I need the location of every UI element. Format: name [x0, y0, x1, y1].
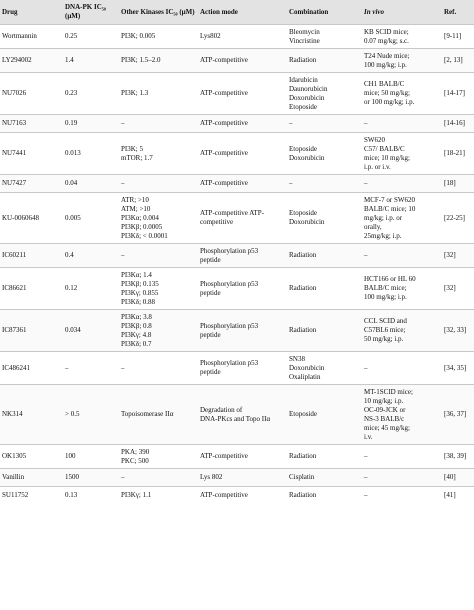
cell-action-mode	[198, 487, 287, 505]
cell-action-mode-line: ATP-competitive	[200, 149, 248, 157]
header-other-line1: Other Kinases	[121, 7, 164, 16]
table-row	[0, 310, 474, 352]
cell-in-vivo-line: NS-3 BALB/c	[364, 414, 405, 423]
cell-action-mode-line: ATP-competitive	[200, 56, 248, 64]
table-row	[0, 133, 474, 175]
cell-action-mode	[198, 352, 287, 385]
cell-dnapk-ic50	[63, 73, 119, 115]
cell-in-vivo	[362, 133, 442, 175]
cell-combination-line: Etoposide	[289, 102, 317, 111]
cell-dnapk-ic50	[63, 469, 119, 487]
table-row	[0, 487, 474, 505]
cell-dnapk-ic50	[63, 352, 119, 385]
cell-ref-text: [9-11]	[444, 32, 462, 40]
header-ref: Ref.	[442, 0, 474, 25]
cell-action-mode-line: peptide	[200, 368, 221, 376]
cell-dnapk-ic50	[63, 310, 119, 352]
cell-dnapk-ic50-text: 0.013	[65, 149, 81, 157]
cell-other-kinases-line: PI3K; 1.5–2.0	[121, 56, 161, 64]
cell-drug-text: NU7427	[2, 179, 27, 187]
cell-action-mode	[198, 310, 287, 352]
cell-drug	[0, 115, 63, 133]
cell-ref	[442, 385, 474, 445]
cell-combination-line: Cisplatin	[289, 473, 315, 481]
cell-drug	[0, 175, 63, 193]
cell-ref	[442, 268, 474, 310]
cell-action-mode	[198, 49, 287, 73]
cell-in-vivo-line: orally,	[364, 222, 382, 231]
cell-action-mode-line: ATP-competitive ATP-	[200, 209, 264, 217]
cell-dnapk-ic50	[63, 244, 119, 268]
cell-action-mode	[198, 175, 287, 193]
cell-action-mode-line: ATP-competitive	[200, 491, 248, 500]
cell-other-kinases-line: PI3Kγ; 0.855	[121, 288, 159, 297]
cell-action-mode-line: ATP-competitive	[200, 119, 248, 127]
cell-ref	[442, 487, 474, 505]
cell-in-vivo	[362, 469, 442, 487]
cell-ref	[442, 115, 474, 133]
cell-combination-line: Doxorubicin	[289, 93, 325, 102]
cell-combination-line: Radiation	[289, 251, 317, 259]
cell-in-vivo	[362, 73, 442, 115]
cell-ref-text: [40]	[444, 473, 456, 481]
cell-combination-line: Radiation	[289, 326, 317, 334]
cell-drug-text: IC87361	[2, 326, 27, 334]
cell-other-kinases	[119, 385, 198, 445]
table-row	[0, 175, 474, 193]
cell-action-mode-line: Phosphorylation p53	[200, 359, 259, 367]
header-dnapk-line1: DNA-PK	[65, 3, 93, 11]
cell-combination	[287, 49, 362, 73]
table-body	[0, 25, 474, 505]
header-combination: Combination	[287, 0, 362, 25]
cell-other-kinases	[119, 115, 198, 133]
cell-other-kinases-line: PI3Kδ; < 0.0001	[121, 231, 168, 240]
cell-in-vivo	[362, 244, 442, 268]
cell-action-mode-line: ATP-competitive	[200, 179, 248, 187]
cell-in-vivo-line: –	[364, 491, 368, 500]
cell-action-mode	[198, 193, 287, 244]
cell-other-kinases-line: PI3Kγ; 1.1	[121, 491, 152, 500]
cell-drug-text: LY294002	[2, 56, 32, 64]
cell-other-kinases-line: PI3K; 0.005	[121, 32, 156, 40]
cell-other-kinases-line: PI3Kα; 0.004	[121, 213, 159, 222]
cell-other-kinases	[119, 469, 198, 487]
cell-ref-text: [18]	[444, 179, 456, 187]
cell-in-vivo	[362, 445, 442, 469]
cell-dnapk-ic50-text: 0.04	[65, 179, 78, 187]
table-row	[0, 352, 474, 385]
cell-drug-text: Vanillin	[2, 473, 25, 481]
cell-combination	[287, 115, 362, 133]
cell-other-kinases	[119, 352, 198, 385]
cell-in-vivo-line: mice; 50 mg/kg;	[364, 89, 410, 97]
cell-in-vivo	[362, 487, 442, 505]
cell-other-kinases-line: PI3Kβ; 0.0005	[121, 222, 163, 231]
header-drug: Drug	[0, 0, 63, 25]
cell-combination-line: Daunorubicin	[289, 84, 328, 93]
table-row	[0, 385, 474, 445]
cell-other-kinases	[119, 445, 198, 469]
cell-action-mode-line: competitive	[200, 218, 234, 226]
cell-action-mode	[198, 25, 287, 49]
cell-combination-line: Oxaliplatin	[289, 372, 321, 381]
cell-other-kinases	[119, 487, 198, 505]
cell-dnapk-ic50	[63, 487, 119, 505]
cell-other-kinases-line: PI3K; 5	[121, 144, 143, 153]
cell-action-mode-line: Phosphorylation p53	[200, 246, 259, 255]
cell-drug	[0, 310, 63, 352]
cell-other-kinases-line: –	[121, 251, 125, 259]
cell-in-vivo-line: 0.07 mg/kg; s.c.	[364, 36, 409, 45]
cell-in-vivo-line: 10 mg/kg; i.p.	[364, 396, 404, 405]
table-row	[0, 445, 474, 469]
cell-in-vivo-line: BALB/C mice; 10	[364, 204, 416, 213]
cell-in-vivo-line: CCL SCID and	[364, 317, 407, 325]
cell-action-mode-line: ATP-competitive	[200, 89, 248, 97]
cell-in-vivo-line: –	[364, 251, 368, 259]
cell-in-vivo-line: 100 mg/kg; i.p.	[364, 293, 407, 301]
cell-drug-text: NU7441	[2, 149, 27, 157]
cell-dnapk-ic50-text: 0.12	[65, 284, 78, 292]
cell-dnapk-ic50	[63, 445, 119, 469]
cell-action-mode-line: peptide	[200, 255, 221, 264]
cell-combination	[287, 469, 362, 487]
cell-action-mode-line: ATP-competitive	[200, 452, 248, 460]
cell-action-mode	[198, 445, 287, 469]
cell-combination	[287, 244, 362, 268]
cell-other-kinases-line: ATR; >10	[121, 195, 149, 204]
cell-other-kinases-line: –	[121, 119, 125, 127]
cell-combination	[287, 193, 362, 244]
cell-in-vivo	[362, 25, 442, 49]
cell-in-vivo-line: T24 Nude mice;	[364, 51, 410, 60]
cell-combination-line: Doxorubicin	[289, 363, 325, 372]
cell-other-kinases	[119, 133, 198, 175]
cell-drug-text: NK314	[2, 410, 23, 418]
cell-in-vivo	[362, 193, 442, 244]
cell-other-kinases-line: PI3Kγ; 4.8	[121, 330, 152, 339]
cell-ref-text: [41]	[444, 491, 456, 500]
cell-dnapk-ic50-text: 0.4	[65, 251, 74, 259]
cell-in-vivo	[362, 268, 442, 310]
cell-other-kinases-line: PKA; 390	[121, 447, 150, 456]
cell-combination-line: Radiation	[289, 452, 317, 460]
cell-in-vivo-line: 100 mg/kg; i.p.	[364, 60, 407, 69]
cell-other-kinases	[119, 49, 198, 73]
cell-drug-text: Wortmannin	[2, 32, 37, 40]
cell-combination	[287, 445, 362, 469]
cell-combination-line: Radiation	[289, 284, 317, 292]
cell-drug	[0, 385, 63, 445]
cell-ref-text: [14-17]	[444, 89, 465, 97]
cell-other-kinases	[119, 193, 198, 244]
cell-other-kinases-line: –	[121, 363, 125, 372]
cell-other-kinases-line: PI3Kβ; 0.135	[121, 279, 159, 288]
cell-other-kinases-line: –	[121, 473, 125, 481]
cell-combination	[287, 487, 362, 505]
cell-dnapk-ic50	[63, 115, 119, 133]
cell-combination-line: Bleomycin	[289, 27, 320, 36]
cell-drug	[0, 244, 63, 268]
cell-action-mode	[198, 268, 287, 310]
cell-in-vivo-line: CH1 BALB/C	[364, 80, 405, 88]
cell-in-vivo-line: i.p. or i.v.	[364, 162, 391, 171]
cell-dnapk-ic50-text: 0.034	[65, 326, 81, 334]
cell-dnapk-ic50	[63, 49, 119, 73]
cell-in-vivo-line: –	[364, 179, 368, 187]
cell-ref-text: [32]	[444, 284, 456, 292]
cell-dnapk-ic50-text: 0.23	[65, 89, 78, 97]
cell-combination	[287, 73, 362, 115]
cell-in-vivo-line: –	[364, 119, 368, 127]
cell-action-mode-line: peptide	[200, 288, 221, 297]
header-row	[0, 0, 474, 25]
cell-dnapk-ic50-text: 1500	[65, 473, 79, 481]
cell-combination	[287, 25, 362, 49]
cell-ref-text: [38, 39]	[444, 452, 467, 460]
cell-drug-text: IC86621	[2, 284, 27, 292]
cell-drug	[0, 193, 63, 244]
cell-combination-line: Doxorubicin	[289, 218, 325, 226]
cell-in-vivo-line: BALB/C mice;	[364, 284, 407, 292]
cell-combination-line: Etoposide	[289, 144, 317, 153]
cell-drug-text: OK1305	[2, 452, 27, 460]
cell-other-kinases	[119, 73, 198, 115]
cell-drug	[0, 445, 63, 469]
cell-action-mode	[198, 469, 287, 487]
cell-in-vivo-line: mice; 10 mg/kg;	[364, 153, 410, 162]
cell-other-kinases-line: PI3K; 1.3	[121, 89, 149, 97]
cell-in-vivo-line: 25mg/kg; i.p.	[364, 231, 402, 240]
cell-action-mode-line: DNA-PKcs and Topo IIα	[200, 414, 271, 423]
cell-dnapk-ic50-text: 0.13	[65, 491, 78, 500]
cell-dnapk-ic50	[63, 133, 119, 175]
cell-combination-line: –	[289, 179, 293, 187]
cell-other-kinases	[119, 310, 198, 352]
cell-in-vivo-line: MT-1SCID mice;	[364, 387, 413, 396]
cell-drug	[0, 487, 63, 505]
cell-dnapk-ic50	[63, 385, 119, 445]
cell-in-vivo	[362, 175, 442, 193]
header-other-line2: IC₅₀ (μM)	[165, 7, 195, 16]
cell-dnapk-ic50-text: 1.4	[65, 56, 74, 64]
cell-dnapk-ic50	[63, 175, 119, 193]
table-row	[0, 244, 474, 268]
table-row	[0, 268, 474, 310]
cell-drug-text: IC60211	[2, 251, 27, 259]
cell-ref-text: [36, 37]	[444, 410, 467, 418]
table-row	[0, 73, 474, 115]
cell-action-mode-line: Degradation of	[200, 405, 243, 414]
cell-ref	[442, 244, 474, 268]
cell-other-kinases-line: PI3Kδ; 0.88	[121, 297, 156, 306]
cell-combination	[287, 385, 362, 445]
cell-dnapk-ic50-text: 0.25	[65, 32, 78, 40]
cell-drug	[0, 352, 63, 385]
cell-combination-line: Radiation	[289, 491, 317, 500]
cell-in-vivo-line: mice; 45 mg/kg;	[364, 423, 410, 432]
cell-dnapk-ic50-text: 0.19	[65, 119, 78, 127]
cell-action-mode	[198, 385, 287, 445]
cell-drug-text: IC486241	[2, 363, 30, 372]
cell-drug	[0, 133, 63, 175]
cell-ref	[442, 469, 474, 487]
cell-in-vivo-line: SW620	[364, 135, 385, 144]
cell-combination-line: Radiation	[289, 56, 317, 64]
cell-dnapk-ic50-text: > 0.5	[65, 410, 80, 418]
cell-other-kinases-line: PI3Kβ; 0.8	[121, 321, 152, 330]
header-dnapk-line2: IC₅₀ (μM)	[65, 3, 106, 20]
cell-combination-line: Vincristine	[289, 36, 320, 45]
cell-ref-text: [14-16]	[444, 119, 465, 127]
cell-ref	[442, 133, 474, 175]
table-row	[0, 115, 474, 133]
cell-action-mode-line: peptide	[200, 330, 221, 339]
cell-ref-text: [2, 13]	[444, 56, 463, 64]
cell-ref-text: [22-25]	[444, 213, 465, 222]
cell-other-kinases-line: mTOR; 1.7	[121, 153, 153, 162]
cell-drug-text: NU7026	[2, 89, 27, 97]
cell-drug-text: SU11752	[2, 491, 29, 500]
cell-combination	[287, 175, 362, 193]
header-in-vivo: In vivo	[362, 0, 442, 25]
cell-other-kinases-line: –	[121, 179, 125, 187]
cell-combination	[287, 352, 362, 385]
cell-drug	[0, 268, 63, 310]
cell-other-kinases	[119, 268, 198, 310]
cell-other-kinases-line: PI3Kα; 3.8	[121, 312, 152, 321]
cell-in-vivo-line: –	[364, 363, 368, 372]
cell-drug-text: NU7163	[2, 119, 27, 127]
cell-action-mode-line: Lys 802	[200, 473, 223, 481]
cell-ref	[442, 25, 474, 49]
cell-other-kinases-line: ATM; >10	[121, 204, 151, 213]
cell-ref	[442, 49, 474, 73]
cell-in-vivo-line: or 100 mg/kg; i.p.	[364, 98, 415, 106]
cell-combination-line: Doxorubicin	[289, 153, 325, 162]
header-dnapk-ic50	[63, 0, 119, 25]
table-row	[0, 193, 474, 244]
cell-in-vivo	[362, 49, 442, 73]
cell-in-vivo-line: C57/ BALB/C	[364, 144, 405, 153]
cell-in-vivo-line: KB SCID mice;	[364, 27, 409, 36]
cell-ref	[442, 445, 474, 469]
cell-in-vivo-line: i.v.	[364, 432, 373, 441]
cell-other-kinases-line: PKC; 500	[121, 456, 149, 465]
cell-other-kinases	[119, 175, 198, 193]
cell-drug	[0, 49, 63, 73]
header-action-mode: Action mode	[198, 0, 287, 25]
cell-ref	[442, 73, 474, 115]
cell-in-vivo	[362, 310, 442, 352]
cell-action-mode	[198, 244, 287, 268]
cell-other-kinases-line: PI3Kδ; 0.7	[121, 339, 152, 348]
cell-ref	[442, 352, 474, 385]
table-row	[0, 49, 474, 73]
cell-in-vivo-line: C57BL6 mice;	[364, 326, 406, 334]
cell-dnapk-ic50	[63, 25, 119, 49]
cell-action-mode	[198, 115, 287, 133]
cell-combination	[287, 268, 362, 310]
cell-combination	[287, 133, 362, 175]
cell-drug	[0, 25, 63, 49]
cell-in-vivo-line: OC-09-JCK or	[364, 405, 406, 414]
cell-in-vivo	[362, 115, 442, 133]
cell-combination	[287, 310, 362, 352]
cell-action-mode	[198, 73, 287, 115]
cell-in-vivo	[362, 352, 442, 385]
table-row	[0, 25, 474, 49]
cell-action-mode	[198, 133, 287, 175]
cell-in-vivo	[362, 385, 442, 445]
cell-ref-text: [32]	[444, 251, 456, 259]
cell-combination-line: Etoposide	[289, 209, 317, 217]
cell-in-vivo-line: –	[364, 473, 368, 481]
cell-combination-line: –	[289, 119, 293, 127]
cell-action-mode-line: Phosphorylation p53	[200, 321, 259, 330]
cell-action-mode-line: Phosphorylation p53	[200, 279, 259, 288]
cell-in-vivo-line: HCT166 or HL 60	[364, 275, 416, 283]
cell-drug	[0, 469, 63, 487]
cell-action-mode-line: Lys802	[200, 32, 221, 40]
header-other-kinases	[119, 0, 198, 25]
cell-dnapk-ic50	[63, 193, 119, 244]
cell-ref-text: [34, 35]	[444, 363, 467, 372]
cell-dnapk-ic50-text: 0.005	[65, 213, 81, 222]
cell-combination-line: Etoposide	[289, 410, 317, 418]
cell-in-vivo-line: –	[364, 452, 368, 460]
cell-ref	[442, 175, 474, 193]
cell-other-kinases	[119, 25, 198, 49]
cell-dnapk-ic50-text: –	[65, 363, 69, 372]
cell-ref-text: [18-21]	[444, 149, 465, 157]
cell-in-vivo-line: MCF-7 or SW620	[364, 195, 415, 204]
cell-dnapk-ic50-text: 100	[65, 452, 76, 460]
cell-ref-text: [32, 33]	[444, 326, 467, 334]
cell-combination-line: Idarubicin	[289, 75, 318, 84]
cell-ref	[442, 193, 474, 244]
cell-dnapk-ic50	[63, 268, 119, 310]
cell-other-kinases-line: PI3Kα; 1.4	[121, 270, 152, 279]
cell-drug-text: KU-0060648	[2, 213, 39, 222]
cell-other-kinases-line: Topoisomerase IIα	[121, 410, 174, 418]
cell-in-vivo-line: mg/kg; i.p. or	[364, 213, 403, 222]
table-row	[0, 469, 474, 487]
cell-ref	[442, 310, 474, 352]
cell-drug	[0, 73, 63, 115]
cell-in-vivo-line: 50 mg/kg; i.p.	[364, 335, 404, 343]
table-header	[0, 0, 474, 25]
cell-combination-line: SN38	[289, 354, 305, 363]
cell-other-kinases	[119, 244, 198, 268]
